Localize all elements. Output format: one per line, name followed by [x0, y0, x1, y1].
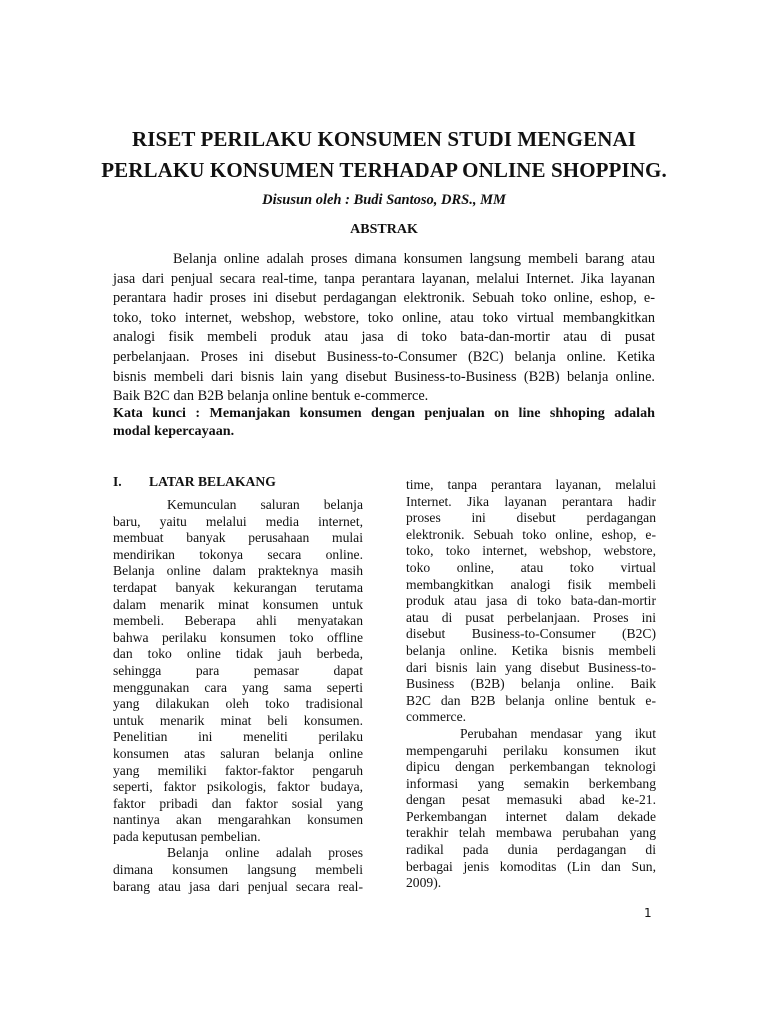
body-line: seperti, faktor psikologis, faktor budaya, — [113, 779, 363, 795]
section-number: I. — [113, 474, 122, 489]
body-line: proses ini disebut perdagangan — [406, 510, 656, 526]
page-number: 1 — [644, 906, 652, 920]
body-line: Belanja online dalam prakteknya masih — [113, 563, 363, 579]
body-line: yang memiliki faktor-faktor pengaruh — [113, 762, 363, 778]
body-line: dimana konsumen langsung membeli — [113, 862, 363, 878]
body-line: dengan pesat memasuki abad ke-21. — [406, 792, 656, 808]
body-line: konsumen atas saluran belanja online — [113, 745, 363, 761]
body-line: pada keputusan pembelian. — [113, 828, 261, 844]
body-line: berbagai jenis komoditas (Lin dan Sun, — [406, 858, 656, 874]
body-line: Penelitian ini meneliti perilaku — [113, 729, 363, 745]
abstract-body — [113, 250, 655, 407]
body-line: dari bisnis lain yang disebut Business-to- — [406, 659, 656, 675]
body-line: membeli. Beberapa ahli menyatakan — [113, 613, 363, 629]
body-line: Perubahan mendasar yang ikut — [460, 725, 656, 741]
keywords-line: Kata kunci : Memanjakan konsumen dengan penjualan on line shhoping adalah — [113, 405, 655, 421]
body-line: membuat banyak perusahaan mulai — [113, 530, 363, 546]
body-line: B2C dan B2B belanja online bentuk e- — [406, 692, 656, 708]
abstract-line: Belanja online adalah proses dimana konsumen langsung membeli barang atau — [173, 251, 655, 267]
body-line: informasi yang semakin berkembang — [406, 775, 656, 791]
section-heading — [113, 473, 363, 491]
body-line: mempengaruhi perilaku konsumen ikut — [406, 742, 656, 758]
abstract-line: perantara hadir proses ini disebut perdagangan elektronik. Sebuah toko online, eshop, e- — [113, 290, 655, 307]
abstract-line: perbelanjaan. Proses ini disebut Business-to-Consumer (B2C) belanja online. Ketika — [113, 348, 655, 365]
keywords-line: modal kepercayaan. — [113, 423, 235, 440]
body-line: disebut Business-to-Consumer (B2C) — [406, 626, 656, 642]
body-line: dalam menarik minat konsumen untuk — [113, 596, 363, 612]
body-line: sehingga para pemasar dapat — [113, 662, 363, 678]
body-line: toko online, atau toko virtual — [406, 559, 656, 575]
body-line: time, tanpa perantara layanan, melalui — [406, 477, 656, 492]
abstract-line: Baik B2C dan B2B belanja online bentuk e-commerce. — [113, 388, 429, 405]
abstract-line: jasa dari penjual secara real-time, tanpa perantara layanan, melalui Internet. Jika layanan — [113, 270, 655, 287]
right-column — [406, 477, 656, 892]
abstract-line: bisnis membeli dari bisnis lain yang disebut Business-to-Business (B2B) belanja online. — [113, 368, 655, 385]
title-line: RISET PERILAKU KONSUMEN STUDI MENGENAI — [132, 127, 636, 151]
body-line: commerce. — [406, 709, 467, 725]
body-line: dipicu dengan perkembangan teknologi — [406, 759, 656, 775]
body-line: membangkitkan analogi fisik membeli — [406, 576, 656, 592]
body-line: mendirikan tokonya secara online. — [113, 546, 363, 562]
body-line: dan toko online tidak jauh berbeda, — [113, 646, 363, 662]
body-line: 2009). — [406, 875, 442, 891]
body-line: produk atau jasa di toko bata-dan-mortir — [406, 593, 656, 609]
body-line: terakhir telah membawa perubahan yang — [406, 825, 656, 841]
body-line: Perkembangan internet dalam dekade — [406, 808, 656, 824]
section-title: LATAR BELAKANG — [149, 474, 276, 489]
abstract-line: toko, toko internet, webshop, webstore, toko online, atau toko virtual membangkitkan — [113, 309, 655, 326]
body-line: untuk menarik minat beli konsumen. — [113, 712, 363, 728]
body-line: Business (B2B) belanja online. Baik — [406, 676, 656, 692]
body-line: barang atau jasa dari penjual secara real- — [113, 878, 363, 894]
body-line: faktor pribadi dan faktor sosial yang — [113, 795, 363, 811]
body-line: belanja online. Ketika bisnis membeli — [406, 642, 656, 658]
author-line: Disusun oleh : Budi Santoso, DRS., MM — [262, 192, 506, 208]
body-line: Belanja online adalah proses — [167, 845, 363, 861]
body-line: elektronik. Sebuah toko online, eshop, e- — [406, 526, 656, 542]
abstract-heading: ABSTRAK — [350, 222, 418, 237]
body-line: Kemunculan saluran belanja — [167, 497, 363, 512]
body-line: toko, toko internet, webshop, webstore, — [406, 543, 656, 559]
keywords — [113, 404, 655, 441]
body-line: menggunakan cara yang sama seperti — [113, 679, 363, 695]
left-column — [113, 497, 363, 895]
paper-title — [100, 124, 668, 186]
abstract-line: analogi fisik membeli produk atau jasa di toko bata-dan-mortir atau di pusat — [113, 329, 655, 346]
body-line: atau di pusat perbelanjaan. Proses ini — [406, 609, 656, 625]
body-line: baru, yaitu melalui media internet, — [113, 513, 363, 529]
body-line: nantinya akan mengarahkan konsumen — [113, 812, 363, 828]
body-line: Internet. Jika layanan perantara hadir — [406, 493, 656, 509]
title-line: PERLAKU KONSUMEN TERHADAP ONLINE SHOPPING. — [101, 158, 667, 182]
body-line: bahwa perilaku konsumen toko offline — [113, 629, 363, 645]
body-line: yang dilakukan oleh toko tradisional — [113, 696, 363, 712]
body-line: terdapat banyak kekurangan terutama — [113, 579, 363, 595]
body-line: radikal pada dunia perdagangan di — [406, 842, 656, 858]
